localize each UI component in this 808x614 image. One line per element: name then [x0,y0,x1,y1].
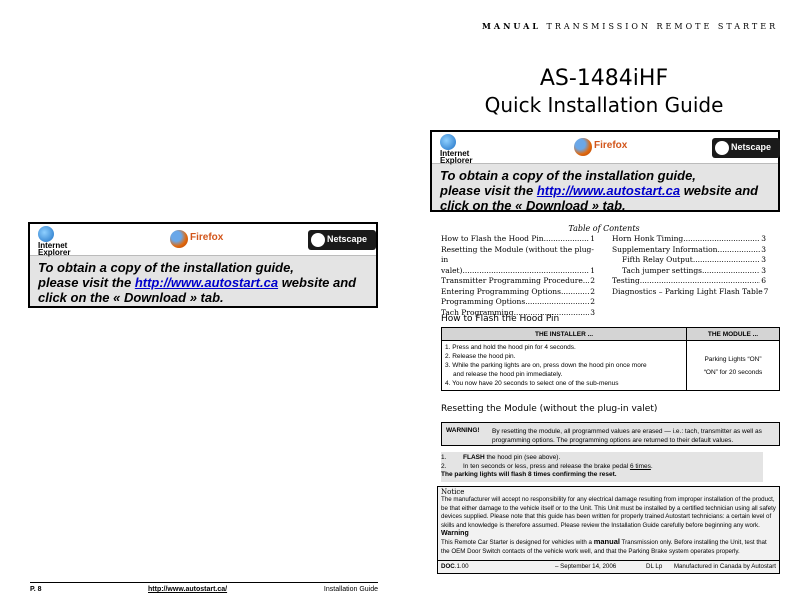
toc-title: Table of Contents [568,224,640,233]
warning-line-1: By resetting the module, all programmed values are erased ― i.e.: tach, transmitter as well as [492,428,762,435]
toc-item[interactable] [441,287,595,298]
doc-rest: .1.00 [454,563,469,570]
toc-dots [525,297,589,308]
notice-warn-pre: This Remote Car Starter is designed for vehicles with a [441,539,594,547]
doc-date: – September 14, 2006 [555,563,617,570]
toc-dots [463,266,590,277]
notice-warning-heading: Warning [441,530,469,538]
toc-dots [702,266,760,277]
netscape-logo-word-right: Netscape [731,142,772,152]
reset-step-rest: the hood pin (see above). [484,454,561,461]
page-header [482,21,778,31]
toc-dots [544,234,590,245]
left-page-number: P. 8 [30,586,42,593]
doc-bold: DOC [441,563,455,570]
notice-warning-text [441,538,776,556]
netscape-logo-word: Netscape [327,234,368,244]
toc-item[interactable] [441,276,595,287]
netscape-logo-right [712,138,780,158]
toc-page: 1 [590,265,595,275]
warning-text [492,427,774,445]
toc-right-column [612,234,769,297]
netscape-icon [311,233,325,247]
firefox-icon [170,230,188,248]
ie-logo-word1-right: Internet [440,149,470,158]
toc-page: 3 [761,234,766,243]
toc-label: Horn Honk Timing [612,234,684,243]
left-footer-url[interactable]: http://www.autostart.ca/ [148,586,228,593]
ie-logo-word2: Explorer [38,248,71,257]
browser-logos-strip [30,224,376,256]
toc-left-column [441,234,595,318]
step-2: 2. Release the hood pin. [445,353,516,360]
reset-final: The parking lights will flash 8 times confirming the reset. [441,471,617,478]
download-instructions-right [432,164,778,213]
notice-heading: Notice [441,488,465,496]
netscape-icon-right [715,141,729,155]
toc-dots [640,276,760,287]
manufactured-by: Manufactured in Canada by Autostart [673,563,776,570]
step-4: 4. You now have 20 seconds to select one of the sub-menus [445,380,619,387]
step-1: 1. Press and hold the hood pin for 4 seconds. [445,344,576,351]
toc-page: 1 [590,234,595,243]
step-3: 3. While the parking lights are on, press down the hood pin once more [445,362,647,369]
table-row [442,341,780,391]
netscape-logo [308,230,376,250]
toc-label: Tach Programming [441,307,514,317]
internet-explorer-icon [38,226,54,242]
section-heading-reset: Resetting the Module (without the plug-in valet) [441,404,658,414]
toc-item[interactable] [441,245,595,266]
firefox-logo [170,228,234,250]
download-line-2-pre-right: please visit the [440,183,537,198]
col-installer-header: THE INSTALLER ... [442,328,687,341]
right-page-footer [437,560,780,572]
reset-step-after: . [650,462,653,470]
internet-explorer-logo [36,226,106,257]
download-line-2-post-right: website and [680,183,759,198]
table-header-row [442,328,780,341]
browser-logos-strip-right [432,132,778,164]
ie-logo-word2-right: Explorer [440,156,473,165]
download-line-2-post: website and [278,275,357,290]
toc-item-cont[interactable] [441,266,595,277]
firefox-logo-right [574,136,638,158]
download-info-box-right [430,130,780,212]
toc-item[interactable] [441,234,595,245]
download-line-1-right: To obtain a copy of the installation guide, [440,168,696,183]
reset-step-underline: 6 times [629,462,651,470]
doc-version [441,563,469,570]
guide-title: Quick Installation Guide [484,93,724,117]
installer-steps-cell [442,341,687,391]
toc-label: Resetting the Module (without the plug-in [441,244,594,264]
download-line-1: To obtain a copy of the installation guide, [38,260,294,275]
toc-item[interactable] [612,245,766,256]
notice-text: The manufacturer will accept no responsibility for any electrical damage resulting from improper installation of the product, be that either damage to the vehicle itself or to the Unit. This Unit must be installed by a certified technician using all safety devices supplied. Please note that this guide has been written for properly trained Autostart technicians: a certain level of skills and knowledge is therefore assumed. Please review the Installation Guide carefully before beginning any work. [441,496,776,529]
toc-page: 7 [763,286,769,296]
module-line-1: Parking Lights “ON” [704,355,762,363]
download-line-3-right: click on the « Download » tab. [440,198,626,213]
download-line-2-pre: please visit the [38,275,135,290]
reset-step-1 [441,454,763,463]
left-page-footer [30,582,378,596]
section-heading-flash: How to Flash the Hood Pin [441,314,560,324]
toc-label: Tach jumper settings [622,265,702,275]
reset-step-bold: FLASH [463,454,485,461]
toc-page: 2 [590,297,595,306]
toc-page: 3 [761,255,766,264]
toc-dots [683,234,760,245]
toc-label: How to Flash the Hood Pin [441,234,544,243]
toc-label: Programming Options [441,297,526,306]
installer-module-table [441,327,780,391]
toc-label: Testing [612,276,640,285]
toc-page: 6 [761,276,766,285]
toc-item[interactable] [612,234,766,245]
model-title: AS-1484iHF [539,66,669,91]
download-line-3: click on the « Download » tab. [38,290,224,305]
module-line-2: “ON” for 20 seconds [703,368,763,376]
toc-page: 2 [590,286,595,296]
notice-warn-bold: manual [593,537,620,547]
toc-label: Transmitter Programming Procedure. [441,276,586,285]
reset-warning-box [441,422,780,446]
reset-step-text [463,454,560,463]
toc-page: 3 [761,265,766,275]
internet-explorer-logo-right [438,134,508,165]
module-response-cell [687,341,780,391]
reset-steps [441,452,763,482]
toc-item[interactable] [612,255,766,266]
reset-step-2 [441,463,763,472]
col-module-header: THE MODULE ... [687,328,780,341]
firefox-logo-word-right: Firefox [594,140,628,151]
toc-page: 3 [761,244,766,254]
toc-page: 2 [590,276,595,285]
toc-label: Supplementary Information [612,244,718,254]
toc-dots [561,287,589,298]
autostart-link-right[interactable]: http://www.autostart.ca [536,183,681,198]
reset-step-text [463,463,653,472]
internet-explorer-icon-right [440,134,456,150]
header-rest: TRANSMISSION REMOTE STARTER [540,22,779,31]
warning-label: WARNING! [446,427,480,434]
left-footer-guide: Installation Guide [323,586,378,593]
download-line-2-right [440,183,772,198]
toc-dots [718,245,761,256]
toc-item[interactable] [612,286,769,298]
toc-label: valet) [441,265,463,275]
warning-line-2: programming options. The programming options are returned to their default values. [492,437,734,444]
autostart-link[interactable]: http://www.autostart.ca [134,275,279,290]
ie-logo-word1: Internet [38,241,68,250]
reset-step-num: 2. [441,462,447,470]
toc-label: Fifth Relay Output [622,255,693,264]
toc-label: Entering Programming Options [441,286,561,296]
toc-page: 3 [590,307,595,317]
toc-label: Diagnostics – Parking Light Flash Table [612,286,763,296]
header-bold: MANUAL [482,21,541,31]
toc-item[interactable] [612,266,766,277]
download-info-box-left [28,222,378,308]
firefox-logo-word: Firefox [190,232,224,243]
step-3-cont: and release the hood pin immediately. [453,371,563,378]
download-line-2 [38,275,370,290]
toc-item[interactable] [612,276,766,287]
notice-warn-post: Transmission only. Before installing the Unit, test that the OEM Door Switch contacts of the vehicle work well, and that the Parking Brake system operates properly. [441,539,767,555]
toc-item[interactable] [441,297,595,308]
reset-step-rest: In ten seconds or less, press and release the brake pedal [463,462,630,470]
toc-dots [693,255,760,266]
download-instructions [30,256,376,305]
firefox-icon-right [574,138,592,156]
doc-author: DL Lp [646,563,663,570]
reset-step-num: 1. [441,454,447,461]
